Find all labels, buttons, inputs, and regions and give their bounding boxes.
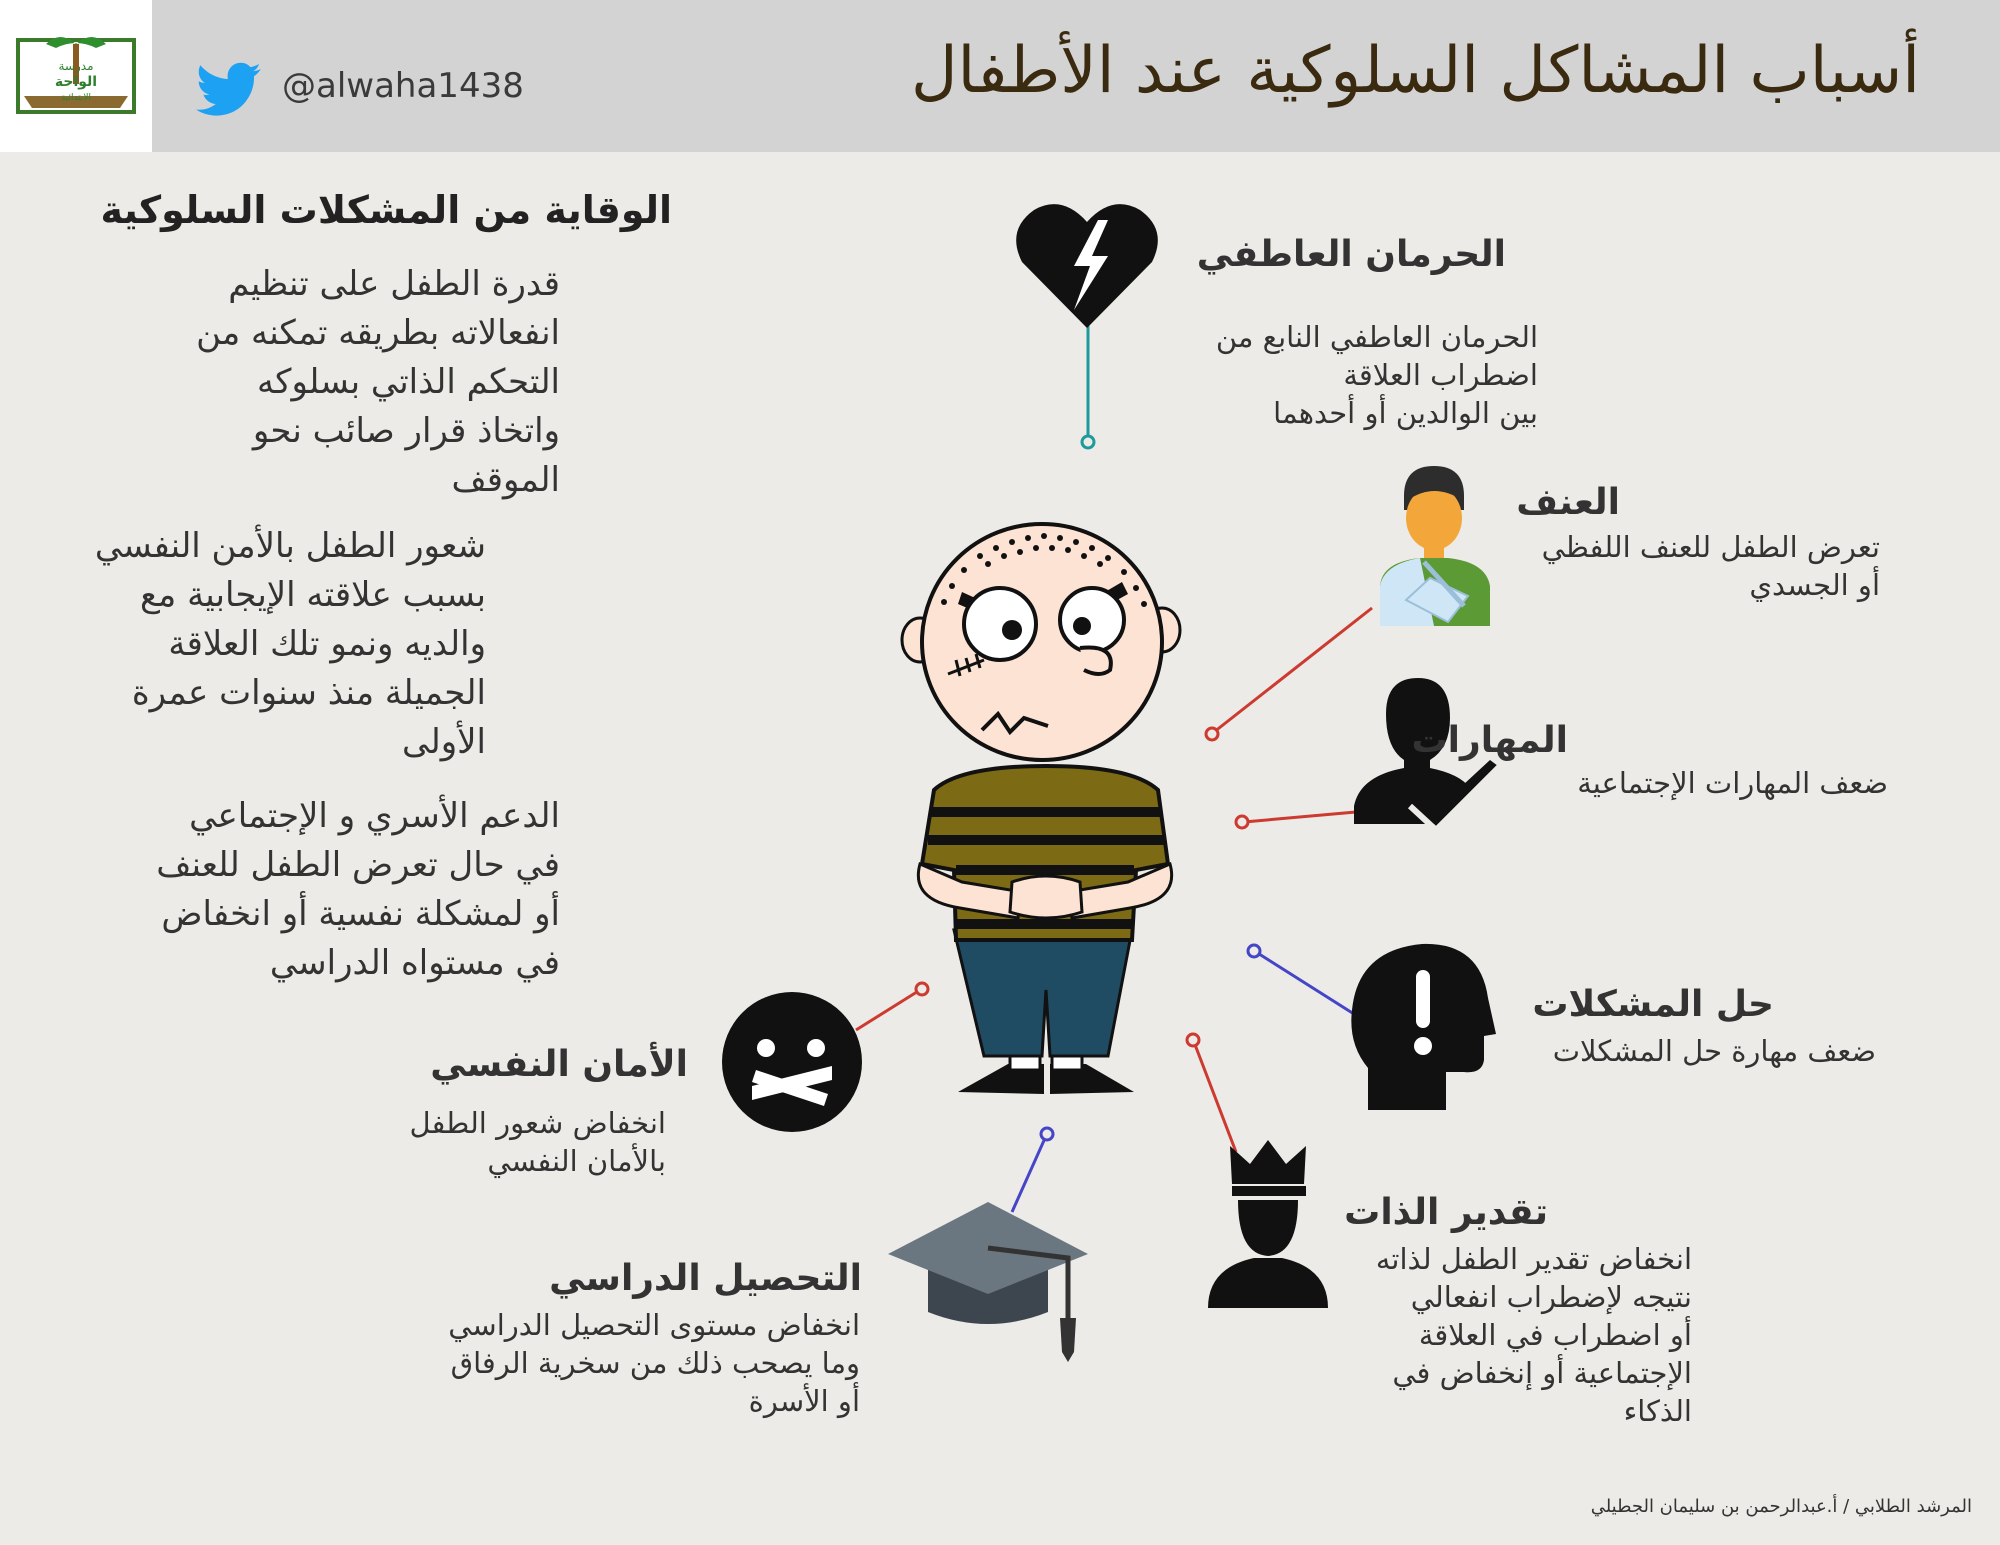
prevention-line: انفعالاته بطريقه تمكنه من [196, 313, 560, 353]
cause-emotional-title: الحرمان العاطفي [1196, 234, 1506, 275]
cause-line: أو الأسرة [748, 1384, 860, 1418]
prevention-line: الجميلة منذ سنوات عمرة [131, 673, 486, 713]
prevention-title: الوقاية من المشكلات السلوكية [100, 188, 672, 232]
cause-academic-title: التحصيل الدراسي [549, 1258, 862, 1299]
prevention-line: الموقف [451, 460, 560, 500]
cause-academic-text [448, 1306, 860, 1420]
cause-emotional-text [1216, 318, 1538, 432]
angry-boy-illustration [900, 520, 1190, 1104]
prevention-line: أو لمشكلة نفسية أو انخفاض [161, 894, 560, 934]
logo-text-2: الواحة [54, 74, 98, 90]
cause-line: نتيجه لإضطراب انفعالي [1410, 1280, 1692, 1314]
cause-line: وما يصحب ذلك من سخرية الرفاق [450, 1346, 860, 1380]
cause-line: الإجتماعية أو إنخفاض في [1392, 1356, 1692, 1390]
page-title: أسباب المشاكل السلوكية عند الأطفال [910, 34, 1920, 108]
head-exclamation-icon [1348, 940, 1498, 1114]
cause-security-title: الأمان النفسي [430, 1044, 688, 1085]
prevention-line: واتخاذ قرار صائب نحو [252, 411, 560, 451]
prevention-item-1 [196, 260, 560, 505]
cause-line: انخفاض تقدير الطفل لذاته [1375, 1242, 1692, 1276]
cause-line: الذكاء [1623, 1394, 1692, 1428]
prevention-line: بسبب علاقته الإيجابية مع [139, 575, 486, 615]
cause-line: ضعف المهارات الإجتماعية [1577, 766, 1888, 800]
king-crown-icon [1204, 1138, 1334, 1312]
cause-self-esteem-text [1376, 1240, 1692, 1430]
cause-line: أو الجسدي [1749, 568, 1880, 602]
prevention-line: والديه ونمو تلك العلاقة [168, 624, 486, 664]
injured-person-icon [1372, 466, 1492, 630]
cause-self-esteem-title: تقدير الذات [1344, 1192, 1548, 1233]
cause-problem-solving-title: حل المشكلات [1532, 984, 1774, 1025]
graduation-cap-icon [888, 1202, 1088, 1366]
prevention-line: في مستواه الدراسي [269, 943, 560, 983]
prevention-line: الأولى [402, 722, 486, 762]
prevention-line: الدعم الأسري و الإجتماعي [189, 796, 560, 836]
cause-violence-title: العنف [1516, 482, 1620, 523]
cause-skills-title: المهارات [1411, 720, 1568, 761]
prevention-item-3 [156, 792, 560, 988]
cause-problem-solving-text [1553, 1032, 1876, 1070]
prevention-line: قدرة الطفل على تنظيم [228, 264, 560, 304]
cause-line: انخفاض شعور الطفل [409, 1106, 666, 1140]
prevention-line: التحكم الذاتي بسلوكه [257, 362, 560, 402]
cause-line: اضطراب العلاقة [1343, 358, 1538, 392]
cause-line: الحرمان العاطفي النابع من [1215, 320, 1538, 354]
logo-text-3: الابتدائية [60, 93, 92, 103]
prevention-line: في حال تعرض الطفل للعنف [156, 845, 560, 885]
cause-security-text [410, 1104, 666, 1180]
broken-heart-icon [1014, 200, 1160, 334]
cause-violence-text [1542, 528, 1880, 604]
cause-line: تعرض الطفل للعنف اللفظي [1541, 530, 1880, 564]
cause-line: أو اضطراب في العلاقة [1418, 1318, 1692, 1352]
prevention-item-2 [95, 522, 486, 767]
prevention-line: شعور الطفل بالأمن النفسي [94, 526, 486, 566]
cause-line: بين الوالدين أو أحدهما [1273, 396, 1538, 430]
logo-text-1: مدرسة [58, 59, 94, 73]
cause-line: بالأمان النفسي [487, 1144, 666, 1178]
cause-line: انخفاض مستوى التحصيل الدراسي [448, 1308, 860, 1342]
cause-line: ضعف مهارة حل المشكلات [1552, 1034, 1876, 1068]
sad-face-icon [720, 990, 864, 1138]
cause-skills-text [1577, 764, 1888, 802]
twitter-handle[interactable]: @alwaha1438 [282, 66, 524, 106]
author-credit: المرشد الطلابي / أ.عبدالرحمن بن سليمان الجطيلي [1590, 1496, 1972, 1517]
